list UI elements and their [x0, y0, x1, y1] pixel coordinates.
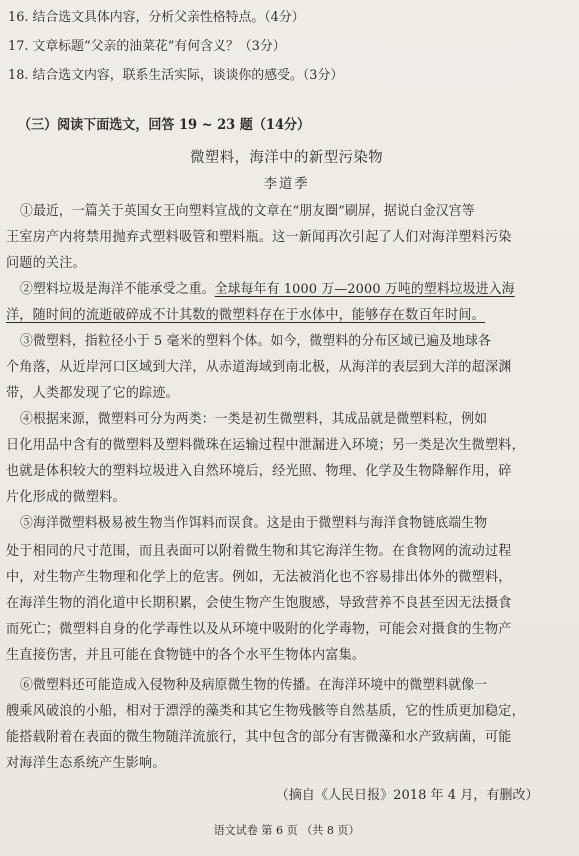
question-17: 17. 文章标题“父亲的油菜花”有何含义？（3分）: [8, 39, 286, 54]
article-title: 微塑料，海洋中的新型污染物: [190, 150, 384, 166]
paragraph-line: ⑤海洋微塑料极易被生物当作饵料而误食。这是由于微塑料与海洋食物链底端生物: [20, 516, 488, 531]
paragraph-line: ⑥微塑料还可能造成入侵物种及病原微生物的传播。在海洋环境中的微塑料就像一: [20, 678, 488, 693]
paragraph-line: 中，对生物产生物理和化学上的危害。例如，无法被消化也不容易排出体外的微塑料，: [6, 570, 512, 585]
paragraph-line: 也就是体积较大的塑料垃圾进入自然环境后，经光照、物理、化学及生物降解作用，碎: [6, 464, 512, 479]
page-footer: 语文试卷 第 6 页 （共 8 页）: [213, 824, 360, 837]
section-heading: （三）阅读下面选文，回答 19 ~ 23 题（14分）: [18, 117, 311, 133]
underlined-sentence: 洋，随时间的流逝破碎成不计其数的微塑料存在于水体中，能够存在数百年时间。: [6, 308, 485, 323]
paragraph-line: 在海洋生物的消化道中长期积累，会使生物产生饱腹感，导致营养不良甚至因无法摄食: [6, 596, 512, 611]
question-18: 18. 结合选文内容，联系生活实际，谈谈你的感受。（3分）: [8, 68, 344, 83]
paragraph-line: ①最近，一篇关于英国女王向塑料宣战的文章在“朋友圈”刷屏，据说白金汉宫等: [20, 204, 475, 219]
paragraph-line: [20, 281, 573, 299]
paragraph-line: 能搭载附着在表面的微生物随洋流旅行，其中包含的部分有害微藻和水产致病菌，可能: [6, 730, 512, 745]
paragraph-line: 对海洋生态系统产生影响。: [6, 756, 166, 771]
paragraph-line: 王室房产内将禁用抛弃式塑料吸管和塑料瓶。这一新闻再次引起了人们对海洋塑料污染: [6, 230, 512, 245]
paragraph-line: 带，人类都发现了它的踪迹。: [6, 386, 179, 401]
paragraph-line: 问题的关注。: [6, 256, 86, 271]
paragraph-line: 而死亡；微塑料自身的化学毒性以及从环境中吸附的化学毒物，可能会对摄食的生物产: [6, 622, 512, 637]
question-16: 16. 结合选文具体内容，分析父亲性格特点。（4分）: [8, 10, 305, 25]
underlined-sentence: 全球每年有 1000 万—2000 万吨的塑料垃圾进入海: [214, 282, 515, 297]
paragraph-line: 片化形成的微塑料。: [6, 490, 126, 505]
paragraph-line: 生直接伤害，并且可能在食物链中的各个水平生物体内富集。: [6, 648, 366, 663]
paragraph-line: 处于相同的尺寸范围，而且表面可以附着微生物和其它海洋生物。在食物网的流动过程: [6, 544, 512, 559]
paragraph-line: ④根据来源，微塑料可分为两类：一类是初生微塑料，其成品就是微塑料粒，例如: [20, 412, 488, 427]
paragraph-line: [6, 307, 573, 325]
article-author: 李道季: [263, 177, 310, 192]
article-source: （摘自《人民日报》2018 年 4 月，有删改）: [275, 788, 539, 803]
paragraph-line: 艘乘风破浪的小船，相对于漂浮的藻类和其它生物残骸等自然基质，它的性质更加稳定，: [6, 704, 525, 719]
paragraph-line: 日化用品中含有的微塑料及塑料微珠在运输过程中泄漏进入环境；另一类是次生微塑料，: [6, 438, 525, 453]
paragraph-text: ②塑料垃圾是海洋不能承受之重。: [20, 282, 215, 297]
paragraph-line: 个角落，从近岸河口区域到大洋，从赤道海域到南北极，从海洋的表层到大洋的超深渊: [6, 360, 512, 375]
paragraph-line: ③微塑料，指粒径小于 5 毫米的塑料个体。如今，微塑料的分布区域已遍及地球各: [20, 334, 492, 349]
